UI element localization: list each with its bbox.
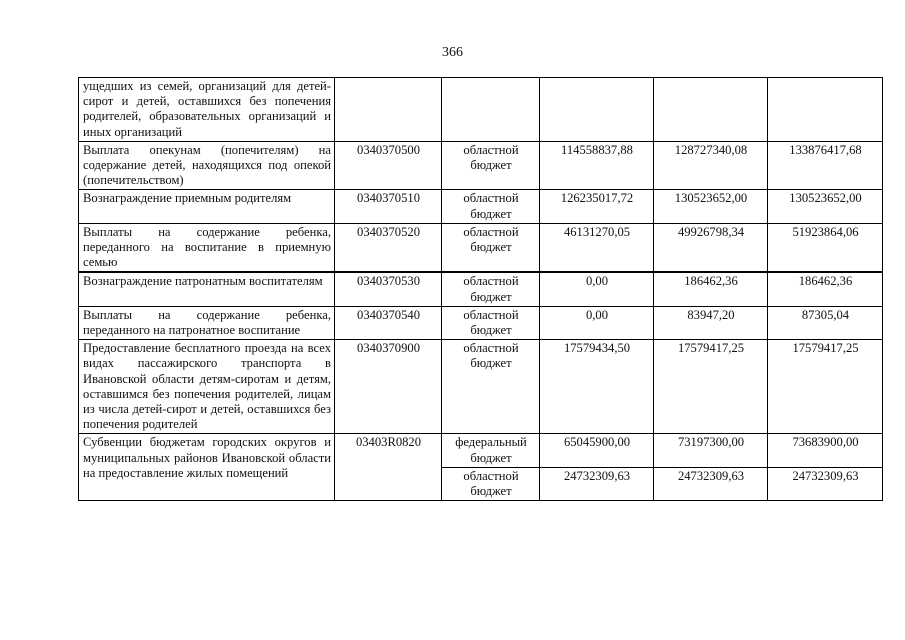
row-amount-3: 24732309,63 — [768, 467, 883, 500]
row-amount-3: 17579417,25 — [768, 340, 883, 434]
table-row — [79, 223, 883, 272]
row-amount-2 — [654, 78, 768, 142]
row-amount-2: 130523652,00 — [654, 190, 768, 223]
row-amount-1: 0,00 — [540, 306, 654, 339]
row-amount-1 — [540, 78, 654, 142]
row-name: Вознаграждение патронатным воспитателям — [79, 272, 335, 306]
row-amount-1: 0,00 — [540, 272, 654, 306]
row-amount-1: 65045900,00 — [540, 434, 654, 467]
table-row — [79, 340, 883, 434]
table-row — [79, 141, 883, 190]
row-amount-2: 128727340,08 — [654, 141, 768, 190]
row-amount-2: 17579417,25 — [654, 340, 768, 434]
budget-table — [78, 77, 883, 501]
row-source — [442, 78, 540, 142]
row-amount-1: 46131270,05 — [540, 223, 654, 272]
row-amount-1: 114558837,88 — [540, 141, 654, 190]
row-amount-1: 17579434,50 — [540, 340, 654, 434]
row-amount-1: 24732309,63 — [540, 467, 654, 500]
row-code: 0340370530 — [335, 272, 442, 306]
row-code: 03403R0820 — [335, 434, 442, 501]
row-amount-2: 73197300,00 — [654, 434, 768, 467]
row-source: областной бюджет — [442, 306, 540, 339]
row-name: Вознаграждение приемным родителям — [79, 190, 335, 223]
row-amount-3: 73683900,00 — [768, 434, 883, 467]
row-source: областной бюджет — [442, 223, 540, 272]
row-code: 0340370520 — [335, 223, 442, 272]
table-row — [79, 78, 883, 142]
table-row — [79, 306, 883, 339]
row-name: ущедших из семей, организаций для детей-сирот и детей, оставшихся без попечения родителей, образовательных организаций и иных организаций — [79, 78, 335, 142]
row-source: областной бюджет — [442, 190, 540, 223]
row-amount-3: 130523652,00 — [768, 190, 883, 223]
row-source: областной бюджет — [442, 141, 540, 190]
row-code: 0340370500 — [335, 141, 442, 190]
row-name: Выплаты на содержание ребенка, переданного на воспитание в приемную семью — [79, 223, 335, 272]
row-amount-1: 126235017,72 — [540, 190, 654, 223]
row-source: областной бюджет — [442, 272, 540, 306]
row-name: Выплаты на содержание ребенка, переданного на патронатное воспитание — [79, 306, 335, 339]
table-row — [79, 272, 883, 306]
row-amount-3 — [768, 78, 883, 142]
table-row — [79, 434, 883, 467]
row-code: 0340370540 — [335, 306, 442, 339]
page-number: 366 — [442, 45, 463, 60]
row-amount-3: 186462,36 — [768, 272, 883, 306]
row-source: областной бюджет — [442, 340, 540, 434]
row-code: 0340370510 — [335, 190, 442, 223]
row-code: 0340370900 — [335, 340, 442, 434]
row-name: Субвенции бюджетам городских округов и муниципальных районов Ивановской области на предоставление жилых помещений — [79, 434, 335, 501]
row-amount-3: 51923864,06 — [768, 223, 883, 272]
row-amount-2: 186462,36 — [654, 272, 768, 306]
row-amount-2: 24732309,63 — [654, 467, 768, 500]
row-amount-3: 133876417,68 — [768, 141, 883, 190]
row-source: областной бюджет — [442, 467, 540, 500]
table-row — [79, 190, 883, 223]
row-source: федеральный бюджет — [442, 434, 540, 467]
row-amount-2: 49926798,34 — [654, 223, 768, 272]
row-code — [335, 78, 442, 142]
row-name: Предоставление бесплатного проезда на всех видах пассажирского транспорта в Ивановской области детям-сиротам и детям, оставшимся без попечения родителей, лицам из числа детей-сирот и детей, оставшихся без попечения родителей — [79, 340, 335, 434]
row-name: Выплата опекунам (попечителям) на содержание детей, находящихся под опекой (попечительством) — [79, 141, 335, 190]
row-amount-2: 83947,20 — [654, 306, 768, 339]
row-amount-3: 87305,04 — [768, 306, 883, 339]
